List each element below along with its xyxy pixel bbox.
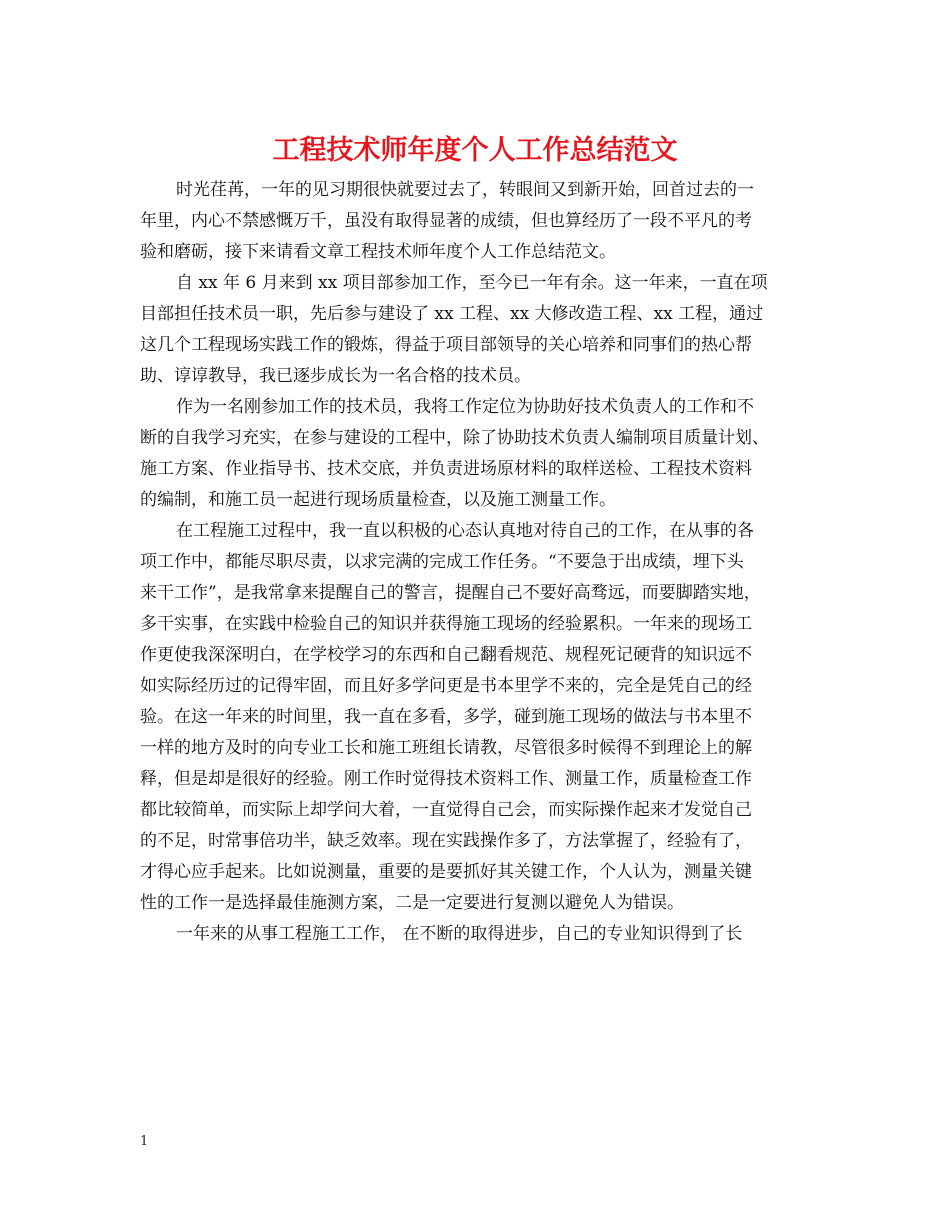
paragraph-line: 时光荏苒，一年的见习期很快就要过去了，转眼间又到新开始，回首过去的一 [176,180,754,200]
paragraph-line: 的不足，时常事倍功半，缺乏效率。现在实践操作多了，方法掌握了，经验有了， [140,831,752,851]
paragraph-line: 助、谆谆教导，我已逐步成长为一名合格的技术员。 [140,366,531,386]
paragraph-line: 目部担任技术员一职，先后参与建设了 xx 工程、xx 大修改造工程、xx 工程，通过 [140,304,764,324]
paragraph-line: 多干实事，在实践中检验自己的知识并获得施工现场的经验累积。一年来的现场工 [140,614,752,634]
paragraph-line: 自 xx 年 6 月来到 xx 项目部参加工作，至今已一年有余。这一年来，一直在项 [176,273,768,293]
paragraph-line: 才得心应手起来。比如说测量，重要的是要抓好其关键工作，个人认为，测量关键 [140,862,752,882]
paragraph-line: 作为一名刚参加工作的技术员，我将工作定位为协助好技术负责人的工作和不 [176,397,754,417]
paragraph-line: 如实际经历过的记得牢固，而且好多学问更是书本里学不来的，完全是凭自己的经 [140,676,752,696]
paragraph-line: 一年来的从事工程施工工作， 在不断的取得进步，自己的专业知识得到了长 [176,924,743,944]
paragraph-line: 一样的地方及时的向专业工长和施工班组长请教，尽管很多时候得不到理论上的解 [140,738,752,758]
document-title: 工程技术师年度个人工作总结范文 [272,135,678,166]
paragraph-line: 项工作中，都能尽职尽责，以求完满的完成工作任务。“不要急于出成绩，埋下头 [140,552,744,572]
paragraph-line: 验。在这一年来的时间里，我一直在多看，多学，碰到施工现场的做法与书本里不 [140,707,752,727]
paragraph-line: 施工方案、作业指导书、技术交底，并负责进场原材料的取样送检、工程技术资料 [140,459,752,479]
paragraph-line: 性的工作一是选择最佳施测方案，二是一定要进行复测以避免人为错误。 [140,893,684,913]
document-body [140,175,825,950]
paragraph-line: 验和磨砺，接下来请看文章工程技术师年度个人工作总结范文。 [140,242,616,262]
page-number: 1 [140,1134,149,1149]
paragraph-line: 作更使我深深明白，在学校学习的东西和自己翻看规范、规程死记硬背的知识远不 [140,645,752,665]
paragraph-line: 这几个工程现场实践工作的锻炼，得益于项目部领导的关心培养和同事们的热心帮 [140,335,752,355]
paragraph-line: 断的自我学习充实，在参与建设的工程中，除了协助技术负责人编制项目质量计划、 [140,428,769,448]
paragraph-line: 在工程施工过程中，我一直以积极的心态认真地对待自己的工作，在从事的各 [176,521,754,541]
paragraph-line: 释，但是却是很好的经验。刚工作时觉得技术资料工作、测量工作，质量检查工作 [140,769,752,789]
paragraph-line: 年里，内心不禁感慨万千，虽没有取得显著的成绩，但也算经历了一段不平凡的考 [140,211,752,231]
paragraph-line: 都比较简单，而实际上却学问大着，一直觉得自己会，而实际操作起来才发觉自己 [140,800,752,820]
paragraph-line: 来干工作”，是我常拿来提醒自己的警言，提醒自己不要好高骛远，而要脚踏实地， [140,583,761,603]
paragraph-line: 的编制，和施工员一起进行现场质量检查，以及施工测量工作。 [140,490,616,510]
